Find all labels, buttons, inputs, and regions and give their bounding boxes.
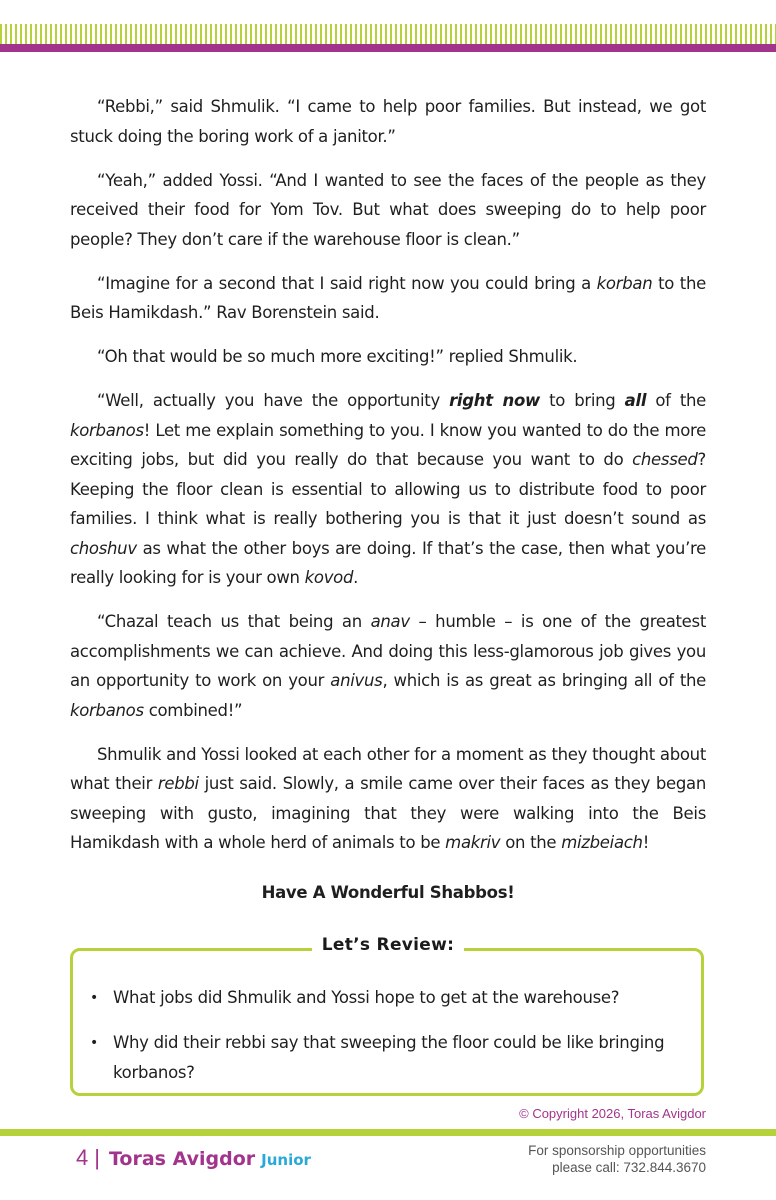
story-paragraph [70,92,706,151]
paragraph-text: “Well, actually you have the opportunity [97,391,450,410]
paragraph-text: “Oh that would be so much more exciting!” replied Shmulik. [97,347,578,366]
emphasis-text: kovod [304,568,354,587]
emphasis-text: mizbeiach [561,833,643,852]
review-title-wrap [0,935,776,955]
bullet-icon: • [90,990,98,1006]
review-question-text: Why did their rebbi say that sweeping the floor could be like bringing korbanos? [113,1033,665,1082]
header-tick-pattern [0,24,776,44]
paragraph-text: ! [642,833,650,852]
story-paragraph [70,740,706,858]
review-question [90,983,690,1013]
emphasis-text: korban [596,273,653,293]
paragraph-text: ! Let me explain something to you. I know you wanted to do the more exciting jobs, but did you really do that because you want to do [70,420,706,469]
emphasis-text: chessed [632,450,698,469]
paragraph-text: . [353,568,359,587]
story-paragraph [70,269,706,328]
sponsor-info [528,1142,706,1176]
emphasis-text: all [624,391,647,410]
paragraph-text: – humble – is one of the greatest accomplishments we can achieve. And doing this less-glamorous job gives you an opportunity to work on your [70,612,706,690]
bullet-icon: • [90,1035,98,1051]
brand-sub: Junior [261,1151,311,1169]
copyright-notice: © Copyright 2026, Toras Avigdor [519,1106,706,1121]
sponsor-line-2: please call: 732.844.3670 [552,1160,706,1175]
story-paragraph [70,342,706,372]
footer-brand-block [76,1145,311,1173]
closing-line: Have A Wonderful Shabbos! [261,883,515,902]
sponsor-line-1: For sponsorship opportunities [528,1143,706,1158]
paragraph-text: “Chazal teach us that being an [97,612,371,631]
paragraph-text: “Imagine for a second that I said right now you could bring a [97,273,597,293]
story-paragraph [70,386,706,593]
review-list [90,983,690,1103]
paragraph-text: , which is as great as bringing all of the [382,671,706,690]
paragraph-text: on the [500,833,562,852]
emphasis-text: korbanos [70,420,144,440]
review-question-text: What jobs did Shmulik and Yossi hope to get at the warehouse? [113,988,620,1007]
paragraph-text: as what the other boys are doing. If that’s the case, then what you’re really looking for is your own [70,538,706,587]
emphasis-text: korbanos [70,700,144,720]
footer-separator: | [94,1145,100,1170]
paragraph-text: of the [646,391,707,410]
paragraph-text: “Rebbi,” said Shmulik. “I came to help poor families. But instead, we got stuck doing the boring work of a janitor.” [70,97,706,146]
paragraph-text: combined!” [143,700,243,720]
emphasis-text: makriv [445,833,501,852]
story-paragraph [70,166,706,255]
paragraph-text: to bring [539,391,625,410]
emphasis-text: rebbi [157,774,199,793]
paragraph-text: just said. Slowly, a smile came over their faces as they began sweeping with gusto, imagining that they were walking into the Beis Hamikdash with a whole herd of animals to be [70,774,707,852]
emphasis-text: anivus [330,671,383,690]
paragraph-text: ? Keeping the floor clean is essential to allowing us to distribute food to poor families. I think what is really bothering you is that it just doesn’t sound as [70,450,706,528]
story-body [70,92,706,872]
footer-bar [0,1129,776,1136]
review-title: Let’s Review: [312,935,464,955]
emphasis-text: anav [370,612,410,631]
paragraph-text: to the Beis Hamikdash.” Rav Borenstein said. [70,273,706,322]
brand-name: Toras Avigdor [108,1148,256,1170]
story-paragraph [70,607,706,725]
emphasis-text: choshuv [70,538,137,558]
page-number: 4 [76,1145,89,1170]
emphasis-text: right now [449,391,540,410]
review-question [90,1028,690,1088]
paragraph-text: Shmulik and Yossi looked at each other for a moment as they thought about what their [70,744,706,793]
header-bar [0,44,776,52]
paragraph-text: “Yeah,” added Yossi. “And I wanted to see the faces of the people as they received their food for Yom Tov. But what does sweeping do to help poor people? They don’t care if the warehouse floor is clean.” [70,170,706,249]
